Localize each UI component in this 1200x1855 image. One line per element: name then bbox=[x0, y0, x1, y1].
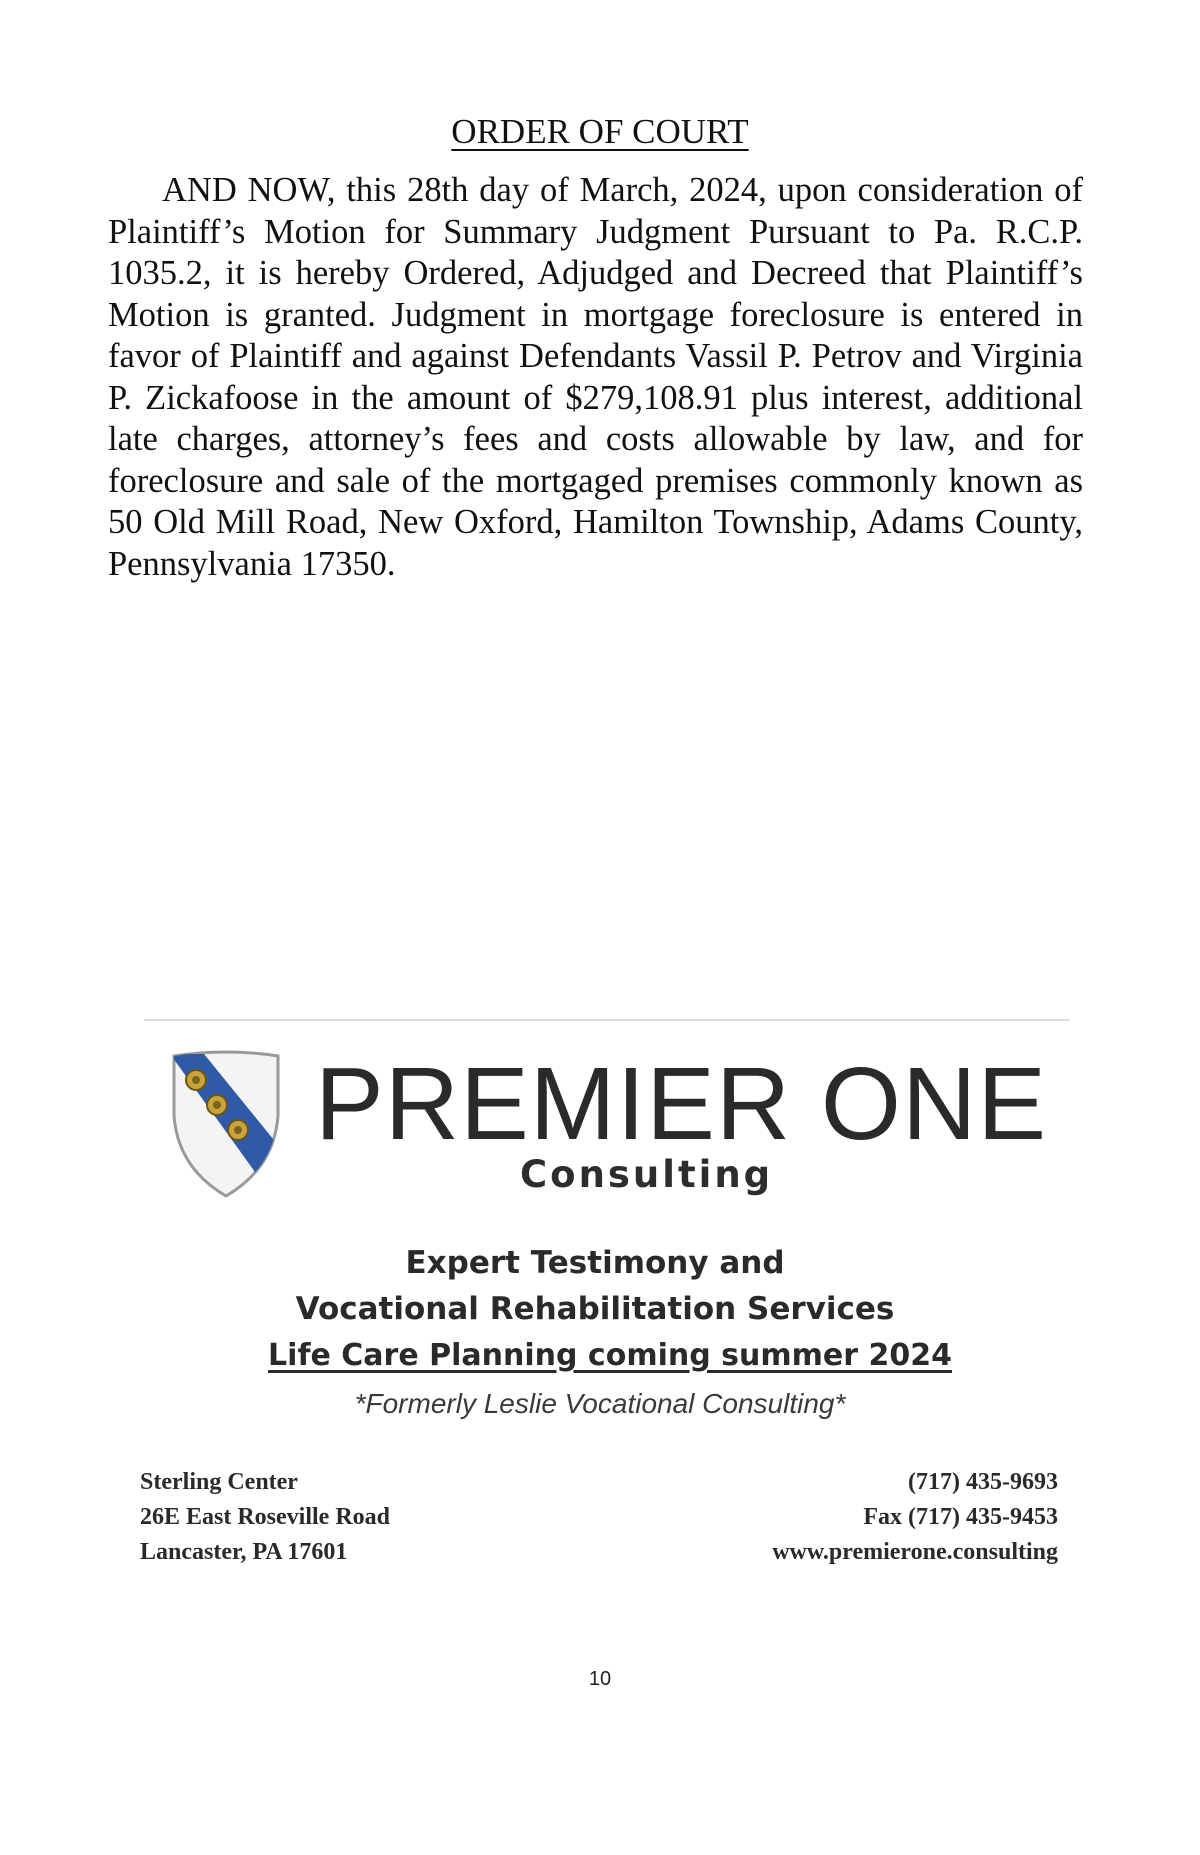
brand-subtitle: Consulting bbox=[520, 1153, 774, 1196]
advertisement bbox=[140, 1010, 1075, 1610]
fax-number: Fax (717) 435-9453 bbox=[863, 1504, 1058, 1530]
address-line: Sterling Center bbox=[140, 1469, 298, 1495]
address-line: 26E East Roseville Road bbox=[140, 1504, 391, 1530]
service-line: Expert Testimony and bbox=[405, 1245, 785, 1281]
brand-name: PREMIER ONE bbox=[315, 1046, 1048, 1161]
phone-number: (717) 435-9693 bbox=[908, 1469, 1058, 1495]
page-number: 10 bbox=[588, 1668, 612, 1690]
shield-icon bbox=[170, 1050, 282, 1200]
order-body: AND NOW, this 28th day of March, 2024, upon consideration of Plaintiff’s Motion for Summary Judgment Pursuant to Pa. R.C.P. 1035.2, it is hereby Ordered, Adjudged and Decreed that Plaintiff’s Motion is granted. Judgment in mortgage foreclosure is entered in favor of Plaintiff and against Defendants Vassil P. Petrov and Virginia P. Zickafoose in the amount of $279,108.91 plus interest, additional late charges, attorney’s fees and costs allowable by law, and for foreclosure and sale of the mortgaged premises commonly known as 50 Old Mill Road, New Oxford, Hamilton Township, Adams County, Pennsylvania 17350. bbox=[108, 171, 1083, 583]
ad-divider bbox=[144, 1019, 1070, 1021]
address-line: Lancaster, PA 17601 bbox=[140, 1539, 348, 1565]
address-block bbox=[140, 1465, 390, 1570]
website-link[interactable]: www.premierone.consulting bbox=[772, 1539, 1058, 1565]
service-line-announcement: Life Care Planning coming summer 2024 bbox=[268, 1338, 952, 1373]
service-line: Vocational Rehabilitation Services bbox=[295, 1291, 895, 1327]
formerly-note: *Formerly Leslie Vocational Consulting* bbox=[354, 1388, 846, 1419]
order-title: ORDER OF COURT bbox=[451, 112, 749, 151]
contact-block bbox=[772, 1465, 1058, 1570]
